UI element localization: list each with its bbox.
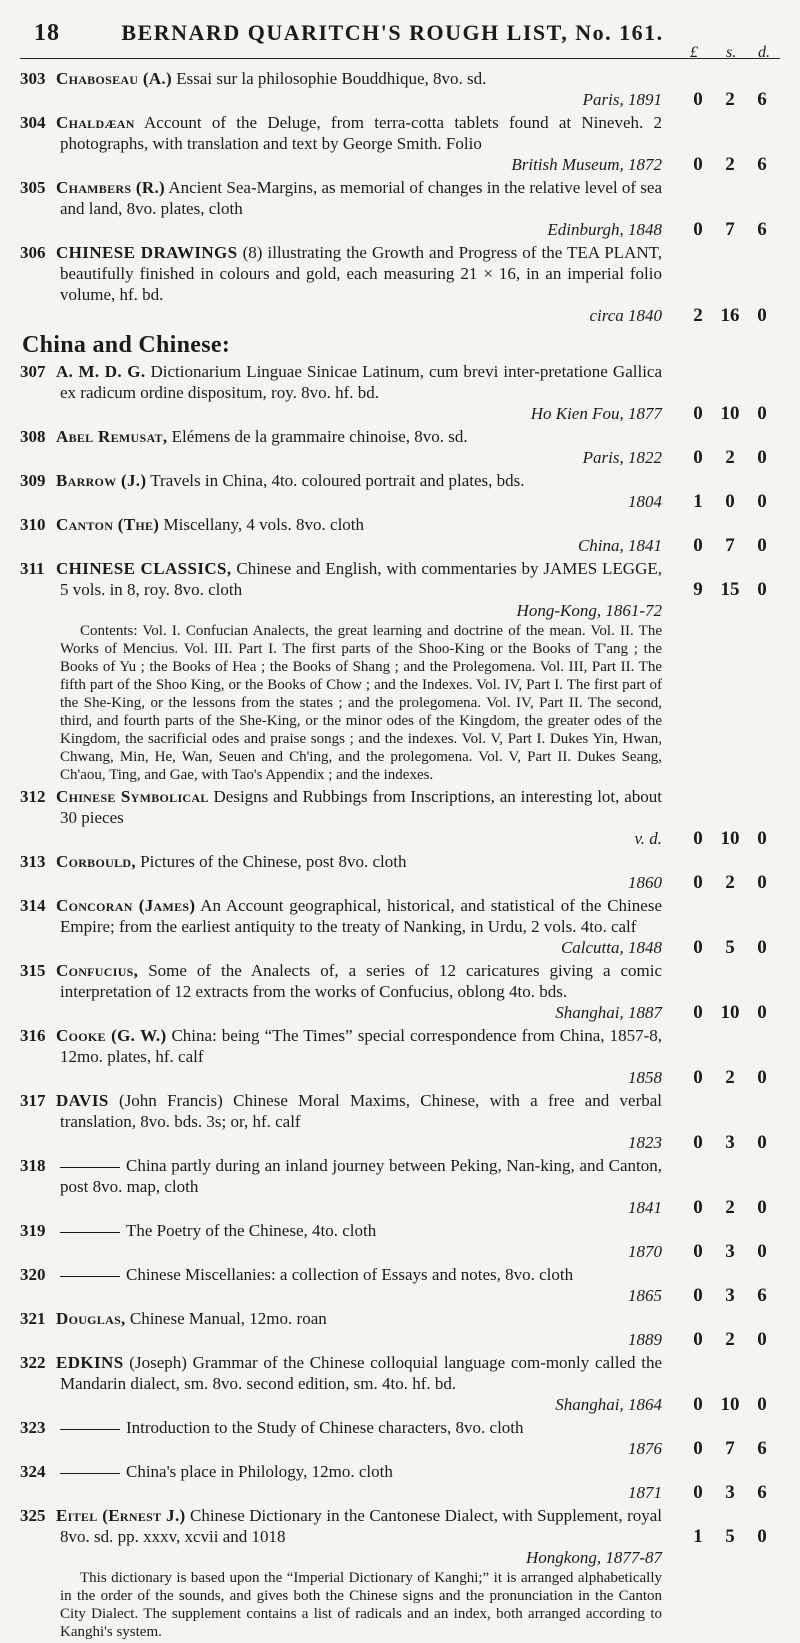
entry-description: Chinese Manual, 12mo. roan (129, 1309, 327, 1328)
catalogue-entry (20, 558, 780, 784)
entry-publication: Paris, 1822 (582, 448, 662, 467)
price-shillings: 2 (725, 1067, 735, 1088)
price-shillings: 3 (725, 1132, 735, 1153)
catalogue-entry (20, 786, 780, 849)
entry-number: 318 (20, 1156, 46, 1175)
price-pence: 6 (757, 1438, 767, 1459)
entry-number: 321 (20, 1309, 46, 1328)
price-pounds: 0 (693, 828, 703, 849)
entry-description: (John Francis) Chinese Moral Maxims, Chinese, with a free and verbal translation, 8vo. bds. 3s; or, hf. calf (60, 1091, 663, 1131)
price-pounds: 0 (693, 1197, 703, 1218)
price-pence: 6 (757, 89, 767, 110)
entry-author: Eitel (Ernest J.) (56, 1506, 186, 1525)
entry-number: 303 (20, 69, 46, 88)
catalogue-entry (20, 1025, 780, 1088)
entry-price (690, 491, 782, 512)
entry-author: A. M. D. G. (56, 362, 146, 381)
entry-price (690, 535, 782, 556)
entry-number: 325 (20, 1506, 46, 1525)
entry-publication: Edinburgh, 1848 (547, 220, 662, 239)
entry-price (690, 1438, 782, 1459)
price-pence: 0 (757, 1329, 767, 1350)
entry-description: Travels in China, 4to. coloured portrait and plates, bds. (150, 471, 525, 490)
entry-publication: British Museum, 1872 (511, 155, 662, 174)
price-shillings: 7 (725, 535, 735, 556)
catalogue-entry (20, 470, 780, 512)
entry-publication: 1871 (628, 1483, 662, 1502)
entry-publication: 1823 (628, 1133, 662, 1152)
price-pence: 0 (757, 1002, 767, 1023)
price-pence: 6 (757, 154, 767, 175)
entry-publication: 1860 (628, 873, 662, 892)
price-shillings: 2 (725, 1329, 735, 1350)
price-shillings: 2 (725, 89, 735, 110)
catalogue-entry (20, 960, 780, 1023)
entry-description: Introduction to the Study of Chinese characters, 8vo. cloth (126, 1418, 524, 1437)
entries-group-china (20, 361, 780, 1641)
entry-price (690, 1067, 782, 1088)
price-pence: 0 (757, 403, 767, 424)
price-shillings: 5 (725, 937, 735, 958)
section-heading: China and Chinese: (22, 332, 231, 358)
entry-description: (8) illustrating the Growth and Progress of the TEA PLANT, beautifully finished in colours and gold, each measuring 21 × 16, in an imperial folio volume, hf. bd. (60, 243, 662, 304)
price-pounds: 0 (693, 1482, 703, 1503)
catalogue-entry (20, 1155, 780, 1218)
entry-author: Barrow (J.) (56, 471, 147, 490)
catalogue-entry (20, 112, 780, 175)
price-pounds: 0 (693, 89, 703, 110)
entry-description: Chinese Miscellanies: a collection of Essays and notes, 8vo. cloth (126, 1265, 574, 1284)
entry-price (690, 447, 782, 468)
entry-number: 307 (20, 362, 46, 381)
price-pence: 0 (757, 828, 767, 849)
entry-price (690, 1329, 782, 1350)
price-shillings: 3 (725, 1285, 735, 1306)
entry-author: Chinese Symbolical (56, 787, 209, 806)
entry-number: 316 (20, 1026, 46, 1045)
entry-description: Chinese and English, with commentaries by JAMES LEGGE, 5 vols. in 8, roy. 8vo. cloth (60, 559, 662, 599)
price-shillings: 15 (720, 579, 740, 600)
entry-publication: Calcutta, 1848 (560, 938, 662, 957)
entry-author: Concoran (James) (56, 896, 196, 915)
pounds-label: £ (690, 44, 698, 61)
entry-description: Miscellany, 4 vols. 8vo. cloth (163, 515, 365, 534)
entry-description: Chinese Dictionary in the Cantonese Dialect, with Supplement, royal 8vo. sd. pp. xxxv, xcvii and 1018 (60, 1506, 663, 1546)
price-pence: 6 (757, 219, 767, 240)
entry-description: The Poetry of the Chinese, 4to. cloth (126, 1221, 377, 1240)
price-pounds: 0 (693, 1132, 703, 1153)
entry-number: 305 (20, 178, 46, 197)
running-header (20, 18, 780, 59)
entry-description: China: being “The Times” special correspondence from China, 1857-8, 12mo. plates, hf. calf (60, 1026, 662, 1066)
entry-price (690, 1241, 782, 1262)
entry-price (690, 1197, 782, 1218)
entry-author: DAVIS (56, 1091, 109, 1110)
price-pence: 0 (757, 1526, 767, 1547)
entry-price (690, 1482, 782, 1503)
entry-price (690, 828, 782, 849)
catalogue-entry (20, 177, 780, 240)
entries-group-pre (20, 68, 780, 326)
entry-number: 319 (20, 1221, 46, 1240)
price-pounds: 0 (693, 154, 703, 175)
catalogue-entry (20, 1505, 780, 1641)
catalogue-entry (20, 895, 780, 958)
entry-author: Chambers (R.) (56, 178, 165, 197)
ditto-dash (60, 1276, 120, 1277)
entry-author: Chaldæan (56, 113, 135, 132)
price-pounds: 0 (693, 1002, 703, 1023)
entry-publication: 1865 (628, 1286, 662, 1305)
entry-number: 309 (20, 471, 46, 490)
catalogue-entry (20, 426, 780, 468)
price-pence: 6 (757, 1285, 767, 1306)
price-pence: 0 (757, 491, 767, 512)
entry-publication: v. d. (634, 829, 662, 848)
entry-description: Essai sur la philosophie Bouddhique, 8vo. sd. (176, 69, 487, 88)
entries-list (20, 68, 780, 1643)
ditto-dash (60, 1429, 120, 1430)
price-pence: 0 (757, 1067, 767, 1088)
price-pounds: 0 (693, 403, 703, 424)
catalogue-entry (20, 68, 780, 110)
entry-author: Cooke (G. W.) (56, 1026, 167, 1045)
entry-description: Dictionarium Linguae Sinicae Latinum, cum brevi inter-pretatione Gallica ex radicum ordine dispositum, roy. 8vo. hf. bd. (60, 362, 663, 402)
catalogue-entry (20, 242, 780, 326)
price-pounds: 0 (693, 937, 703, 958)
shillings-label: s. (726, 44, 737, 61)
entry-price (690, 305, 782, 326)
entry-price (690, 872, 782, 893)
entry-description: An Account geographical, historical, and statistical of the Chinese Empire; from the earliest antiquity to the treaty of Nanking, in Urdu, 2 vols. 4to. calf (60, 896, 662, 936)
price-pounds: 0 (693, 1394, 703, 1415)
price-pence: 0 (757, 447, 767, 468)
price-pence: 0 (757, 1132, 767, 1153)
entry-publication: 1889 (628, 1330, 662, 1349)
page-number: 18 (34, 20, 60, 46)
price-pounds: 0 (693, 219, 703, 240)
catalogue-entry (20, 1308, 780, 1350)
entry-author: CHINESE DRAWINGS (56, 243, 238, 262)
entry-number: 313 (20, 852, 46, 871)
price-pounds: 0 (693, 872, 703, 893)
price-shillings: 7 (725, 1438, 735, 1459)
price-pounds: 2 (693, 305, 703, 326)
running-title: BERNARD QUARITCH'S ROUGH LIST, No. 161. (121, 20, 664, 45)
entry-description: Ancient Sea-Margins, as memorial of changes in the relative level of sea and land, 8vo. plates, cloth (60, 178, 663, 218)
price-shillings: 3 (725, 1241, 735, 1262)
entry-price (690, 937, 782, 958)
catalogue-entry (20, 361, 780, 424)
entry-number: 317 (20, 1091, 46, 1110)
entry-number: 310 (20, 515, 46, 534)
price-pence: 0 (757, 1241, 767, 1262)
price-shillings: 10 (720, 1394, 740, 1415)
entry-description: (Joseph) Grammar of the Chinese colloquial language com-monly called the Mandarin dialect, sm. 8vo. second edition, sm. 4to. hf. bd. (60, 1353, 663, 1393)
entry-author: CHINESE CLASSICS, (56, 559, 232, 578)
price-shillings: 16 (720, 305, 740, 326)
catalogue-entry (20, 1417, 780, 1459)
entry-description: Pictures of the Chinese, post 8vo. cloth (140, 852, 407, 871)
entry-description: Account of the Deluge, from terra-cotta tablets found at Nineveh. 2 photographs, with translation and text by George Smith. Folio (60, 113, 663, 153)
entry-publication: 1876 (628, 1439, 662, 1458)
price-pounds: 0 (693, 535, 703, 556)
price-pounds: 0 (693, 447, 703, 468)
ditto-dash (60, 1473, 120, 1474)
entry-description: Elémens de la grammaire chinoise, 8vo. sd. (171, 427, 468, 446)
entry-price (690, 219, 782, 240)
entry-price (690, 403, 782, 424)
catalogue-entry (20, 1090, 780, 1153)
entry-note: Contents: Vol. I. Confucian Analects, the great learning and doctrine of the mean. Vol. II. The Works of Mencius. Vol. III. Part I. The first parts of the Shoo-King or the Books of T'ang ; the Books of Yu ; the Books of Hea ; the Books of Shang ; and the Prolegomena. Vol. III, Part II. The fifth part of the Shoo King, or the Books of Chow ; and the Indexes. Vol. IV, Part I. The first part of the She-King, or the lessons from the states ; and the prolegomena. Vol. IV, Part II. The second, third, and fourth parts of the She-King, or the minor odes of the Kingdom, the greater odes of the Kingdom, the sacrificial odes and praise songs ; and the indexes. Vol. V, Part I. Dukes Yin, Hwan, Chwang, Min, He, Wan, Seuen and Ch'ing, and the prolegomena. Vol. V, Part II. Dukes Seang, Ch'aou, Ting, and Gae, with Tao's Appendix ; and the indexes. (60, 623, 662, 783)
catalogue-entry (20, 1220, 780, 1262)
catalogue-entry (20, 851, 780, 893)
entry-number: 314 (20, 896, 46, 915)
price-pence: 0 (757, 305, 767, 326)
entry-author: EDKINS (56, 1353, 124, 1372)
entry-publication: China, 1841 (577, 536, 662, 555)
price-shillings: 7 (725, 219, 735, 240)
entry-price (690, 1394, 782, 1415)
entry-author: Chaboseau (A.) (56, 69, 172, 88)
price-pounds: 0 (693, 1329, 703, 1350)
price-pounds: 0 (693, 1241, 703, 1262)
price-shillings: 2 (725, 872, 735, 893)
catalogue-entry (20, 514, 780, 556)
catalogue-entry (20, 1352, 780, 1415)
catalogue-entry (20, 1461, 780, 1503)
entry-number: 311 (20, 559, 45, 578)
price-shillings: 2 (725, 447, 735, 468)
entry-author: Canton (The) (56, 515, 160, 534)
price-shillings: 10 (720, 1002, 740, 1023)
entry-number: 324 (20, 1462, 46, 1481)
entry-publication: Shanghai, 1887 (555, 1003, 662, 1022)
entry-publication: Paris, 1891 (582, 90, 662, 109)
entry-author: Corbould, (56, 852, 136, 871)
entry-publication: 1804 (628, 492, 662, 511)
pence-label: d. (758, 44, 770, 61)
price-shillings: 10 (720, 403, 740, 424)
price-pence: 0 (757, 1394, 767, 1415)
ditto-dash (60, 1167, 120, 1168)
entry-publication: 1870 (628, 1242, 662, 1261)
entry-publication: Hong-Kong, 1861-72 (516, 601, 662, 620)
price-pence: 0 (757, 1197, 767, 1218)
entry-description: China partly during an inland journey between Peking, Nan-king, and Canton, post 8vo. map, cloth (60, 1156, 662, 1196)
price-pounds: 1 (693, 491, 703, 512)
entry-number: 306 (20, 243, 46, 262)
entry-price (690, 1285, 782, 1306)
price-pence: 0 (757, 937, 767, 958)
entry-number: 323 (20, 1418, 46, 1437)
entry-price (690, 1526, 782, 1547)
entry-author: Abel Remusat, (56, 427, 168, 446)
entry-price (690, 89, 782, 110)
entry-number: 322 (20, 1353, 46, 1372)
entry-price (690, 1002, 782, 1023)
entry-publication: circa 1840 (589, 306, 662, 325)
entry-description: China's place in Philology, 12mo. cloth (126, 1462, 393, 1481)
entry-author: Confucius, (56, 961, 139, 980)
entry-number: 315 (20, 961, 46, 980)
price-pence: 0 (757, 579, 767, 600)
entry-publication: 1858 (628, 1068, 662, 1087)
entry-description: Some of the Analects of, a series of 12 caricatures giving a comic interpretation of 12 extracts from the works of Confucius, oblong 4to. bds. (60, 961, 663, 1001)
price-pounds: 0 (693, 1438, 703, 1459)
entry-author: Douglas, (56, 1309, 126, 1328)
entry-price (690, 579, 782, 600)
price-pounds: 0 (693, 1285, 703, 1306)
price-shillings: 0 (725, 491, 735, 512)
entry-publication: 1841 (628, 1198, 662, 1217)
price-pounds: 0 (693, 1067, 703, 1088)
entry-price (690, 1132, 782, 1153)
price-shillings: 10 (720, 828, 740, 849)
entry-publication: Shanghai, 1864 (555, 1395, 662, 1414)
price-pounds: 9 (693, 579, 703, 600)
currency-header (690, 44, 782, 62)
price-shillings: 2 (725, 154, 735, 175)
price-shillings: 5 (725, 1526, 735, 1547)
entry-number: 312 (20, 787, 46, 806)
entry-number: 308 (20, 427, 46, 446)
ditto-dash (60, 1232, 120, 1233)
price-pence: 0 (757, 535, 767, 556)
entry-note: This dictionary is based upon the “Imperial Dictionary of Kanghi;” it is arranged alphabetically in the order of the sounds, and gives both the Chinese signs and the pronunciation in the Canton City Dialect. The supplement contains a list of radicals and an index, both arranged according to Kanghi's system. (60, 1570, 662, 1640)
entry-description: Designs and Rubbings from Inscriptions, an interesting lot, about 30 pieces (60, 787, 662, 827)
price-shillings: 3 (725, 1482, 735, 1503)
entry-publication: Ho Kien Fou, 1877 (530, 404, 662, 423)
price-pence: 6 (757, 1482, 767, 1503)
price-pence: 0 (757, 872, 767, 893)
entry-number: 304 (20, 113, 46, 132)
entry-publication: Hongkong, 1877-87 (526, 1548, 662, 1567)
entry-number: 320 (20, 1265, 46, 1284)
price-pounds: 1 (693, 1526, 703, 1547)
price-shillings: 2 (725, 1197, 735, 1218)
catalogue-entry (20, 1264, 780, 1306)
entry-price (690, 154, 782, 175)
